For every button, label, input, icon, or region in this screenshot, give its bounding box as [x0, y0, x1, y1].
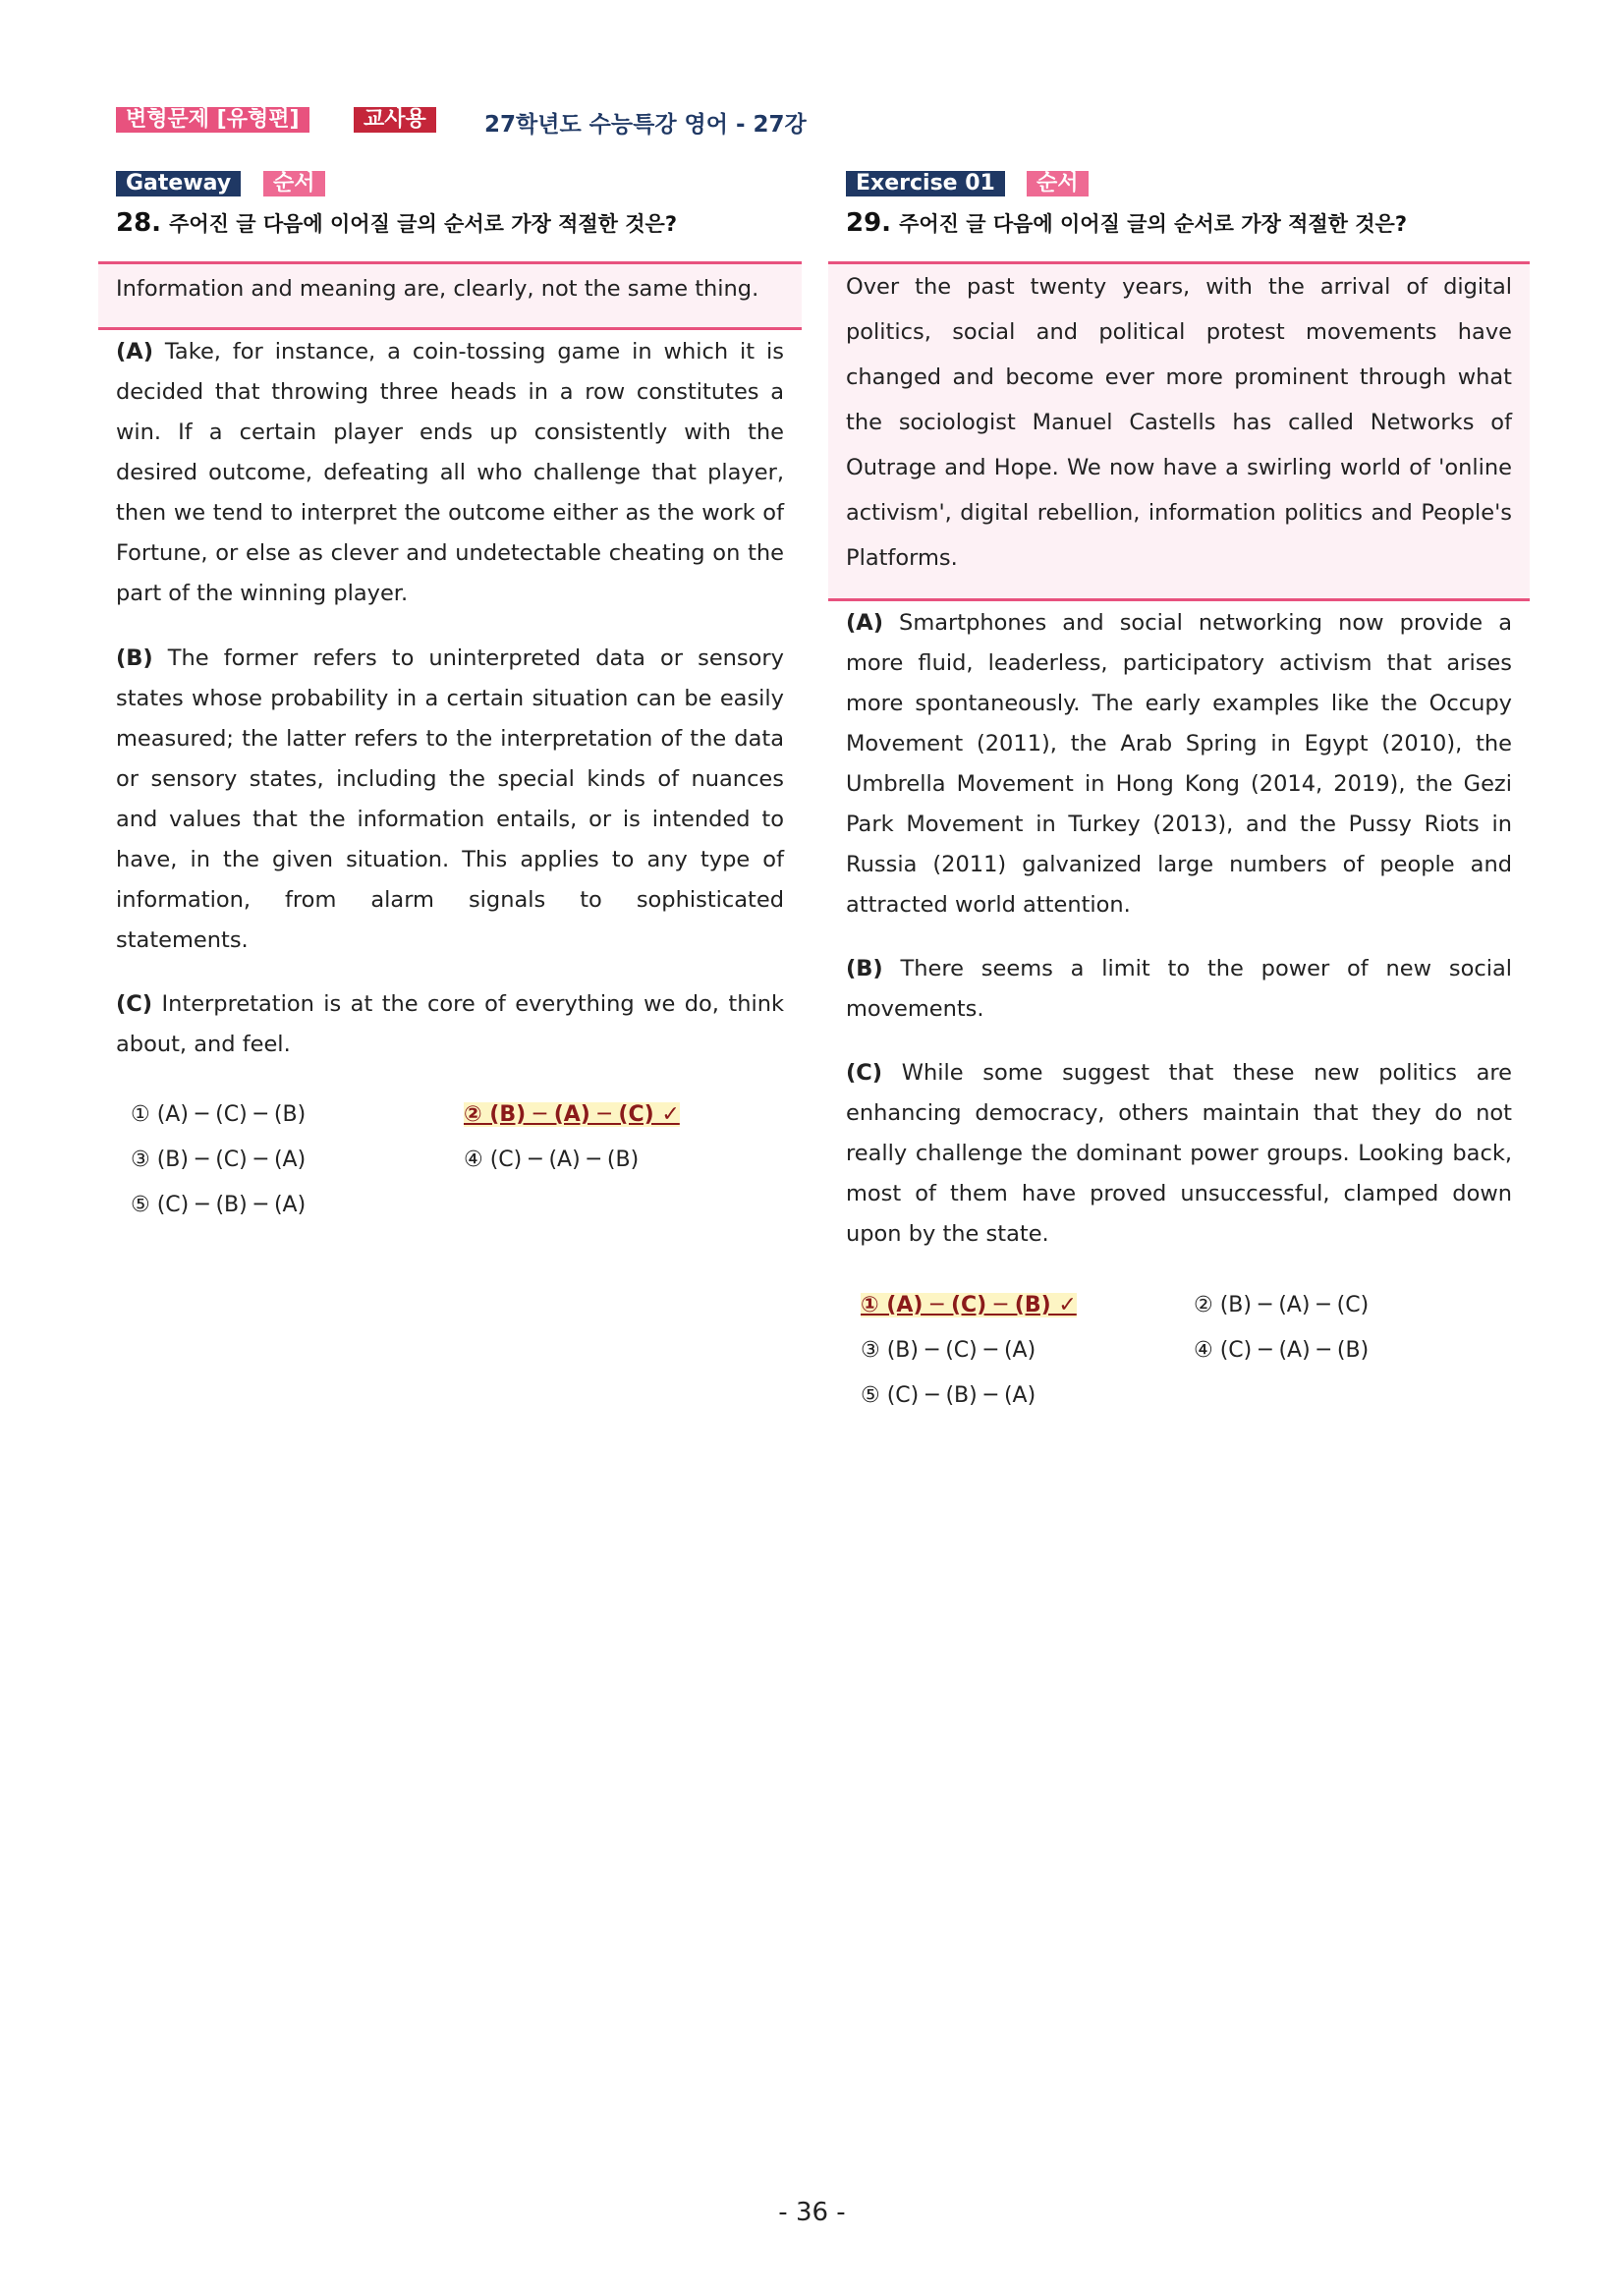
exercise-tag: Exercise 01 — [846, 171, 1005, 196]
left-choice-4[interactable]: ④ (C) ─ (A) ─ (B) — [464, 1148, 640, 1172]
document-title: 27학년도 수능특강 영어 - 27강 — [484, 112, 807, 138]
right-given-passage: Over the past twenty years, with the arrival of digital politics, social and political protest movements have changed and become ever more prominent through what the sociologist Manuel Castells has called Networks of Outrage and Hope. We now have a swirling world of 'online activism', digital rebellion, information politics and People's Platforms. — [828, 261, 1530, 601]
left-order-tag: 순서 — [263, 171, 325, 196]
paragraph-label: (B) — [116, 645, 153, 671]
left-question-number: 28. — [116, 208, 162, 238]
right-order-tag: 순서 — [1027, 171, 1089, 196]
paragraph-label: (A) — [116, 339, 153, 364]
right-choice-3[interactable]: ③ (B) ─ (C) ─ (A) — [861, 1338, 1036, 1363]
paragraph-text: While some suggest that these new politics are enhancing democracy, others maintain that they do not really challenge the dominant power groups. Looking back, most of them have proved unsuccessful, clamped down upon by the state. — [846, 1060, 1512, 1247]
gateway-tag: Gateway — [116, 171, 241, 196]
left-paragraph-c — [116, 984, 784, 1065]
paragraph-text: Smartphones and social networking now provide a more fluid, leaderless, participatory activism that arises more spontaneously. The early examples like the Occupy Movement (2011), the Arab Spring in Egypt (2010), the Umbrella Movement in Hong Kong (2014, 2019), the Gezi Park Movement in Turkey (2013), and the Pussy Riots in Russia (2011) galvanized large numbers of people and attracted world attention. — [846, 610, 1512, 918]
left-paragraph-b — [116, 639, 784, 961]
left-given-sentence: Information and meaning are, clearly, not the same thing. — [98, 261, 802, 330]
right-paragraph-b — [846, 949, 1512, 1030]
right-question-number: 29. — [846, 208, 892, 238]
right-question — [846, 208, 1407, 238]
left-paragraph-a — [116, 332, 784, 614]
right-choice-4[interactable]: ④ (C) ─ (A) ─ (B) — [1194, 1338, 1370, 1363]
right-question-text: 주어진 글 다음에 이어질 글의 순서로 가장 적절한 것은? — [899, 212, 1408, 236]
paragraph-text: Interpretation is at the core of everything we do, think about, and feel. — [116, 991, 784, 1057]
left-choice-2-correct[interactable]: ② (B) ─ (A) ─ (C) ✓ — [464, 1102, 680, 1127]
paragraph-label: (C) — [846, 1060, 883, 1086]
header-tag-type: 변형문제 [유형편] — [116, 107, 309, 133]
paragraph-text: There seems a limit to the power of new social movements. — [846, 956, 1512, 1022]
header-tag-teacher: 교사용 — [354, 107, 436, 133]
left-choice-1[interactable]: ① (A) ─ (C) ─ (B) — [131, 1102, 307, 1127]
left-question-text: 주어진 글 다음에 이어질 글의 순서로 가장 적절한 것은? — [169, 212, 678, 236]
right-choice-5[interactable]: ⑤ (C) ─ (B) ─ (A) — [861, 1383, 1036, 1408]
right-choice-2[interactable]: ② (B) ─ (A) ─ (C) — [1194, 1293, 1370, 1317]
right-paragraph-a — [846, 603, 1512, 925]
paragraph-text: The former refers to uninterpreted data or sensory states whose probability in a certain situation can be easily measured; the latter refers to the interpretation of the data or sensory states, including the special kinds of nuances and values that the information entails, or is intended to have, in the given situation. This applies to any type of information, from alarm signals to sophisticated statements. — [116, 645, 784, 953]
paragraph-label: (B) — [846, 956, 883, 981]
left-choice-5[interactable]: ⑤ (C) ─ (B) ─ (A) — [131, 1193, 307, 1217]
right-choice-1-correct[interactable]: ① (A) ─ (C) ─ (B) ✓ — [861, 1293, 1077, 1317]
paragraph-text: Take, for instance, a coin-tossing game in which it is decided that throwing three heads in a row constitutes a win. If a certain player ends up consistently with the desired outcome, defeating all who challenge that player, then we tend to interpret the outcome either as the work of Fortune, or else as clever and undetectable cheating on the part of the winning player. — [116, 339, 784, 606]
left-choice-3[interactable]: ③ (B) ─ (C) ─ (A) — [131, 1148, 307, 1172]
right-paragraph-c — [846, 1053, 1512, 1255]
left-question — [116, 208, 677, 238]
paragraph-label: (A) — [846, 610, 883, 636]
paragraph-label: (C) — [116, 991, 153, 1017]
page-number: - 36 - — [778, 2198, 846, 2227]
